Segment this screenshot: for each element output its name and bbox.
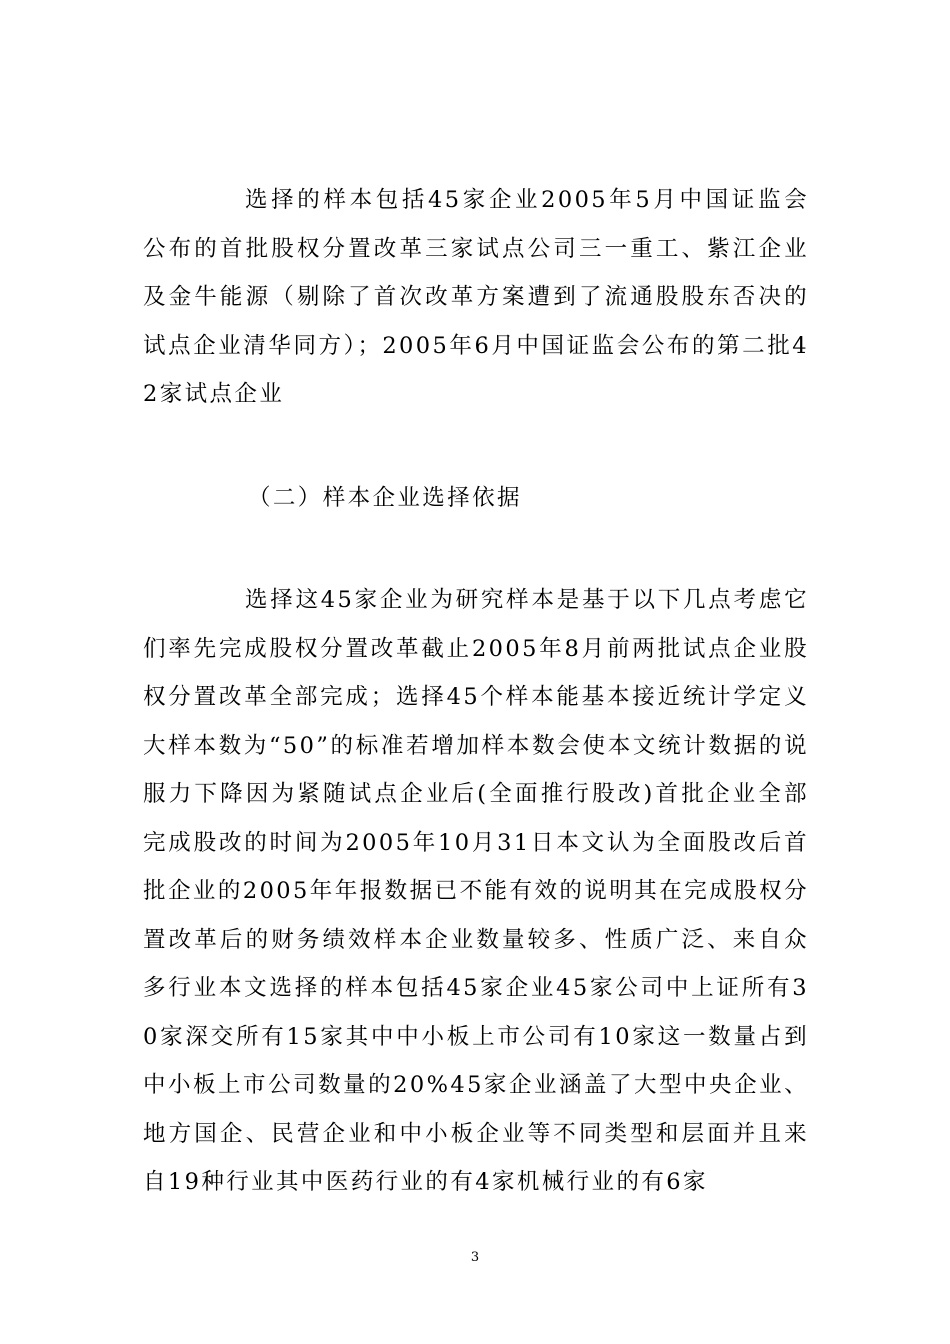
section-heading-sample-selection-basis: （二）样本企业选择依据 (248, 485, 522, 511)
paragraph-selection-reasons: 选择这45家企业为研究样本是基于以下几点考虑它们率先完成股权分置改革截止2005年8月前两批试点企业股权分置改革全部完成；选择45个样本能基本接近统计学定义大样本数为“50”的标准若增加样本数会使本文统计数据的说服力下降因为紧随试点企业后(全面推行股改)首批企业全部完成股改的时间为2005年10月31日本文认为全面股改后首批企业的2005年年报数据已不能有效的说明其在完成股权分置改革后的财务绩效样本企业数量较多、性质广泛、来自众多行业本文选择的样本包括45家企业45家公司中上证所有30家深交所有15家其中中小板上市公司有10家这一数量占到中小板上市公司数量的20%45家企业涵盖了大型中央企业、地方国企、民营企业和中小板企业等不同类型和层面并且来自19种行业其中医药行业的有4家机械行业的有6家 (143, 587, 809, 1195)
paragraph-sample-composition: 选择的样本包括45家企业2005年5月中国证监会公布的首批股权分置改革三家试点公司三一重工、紫江企业及金牛能源（剔除了首次改革方案遭到了流通股股东否决的试点企业清华同方）；2005年6月中国证监会公布的第二批42家试点企业 (143, 187, 809, 407)
page-number: 3 (470, 1250, 480, 1265)
